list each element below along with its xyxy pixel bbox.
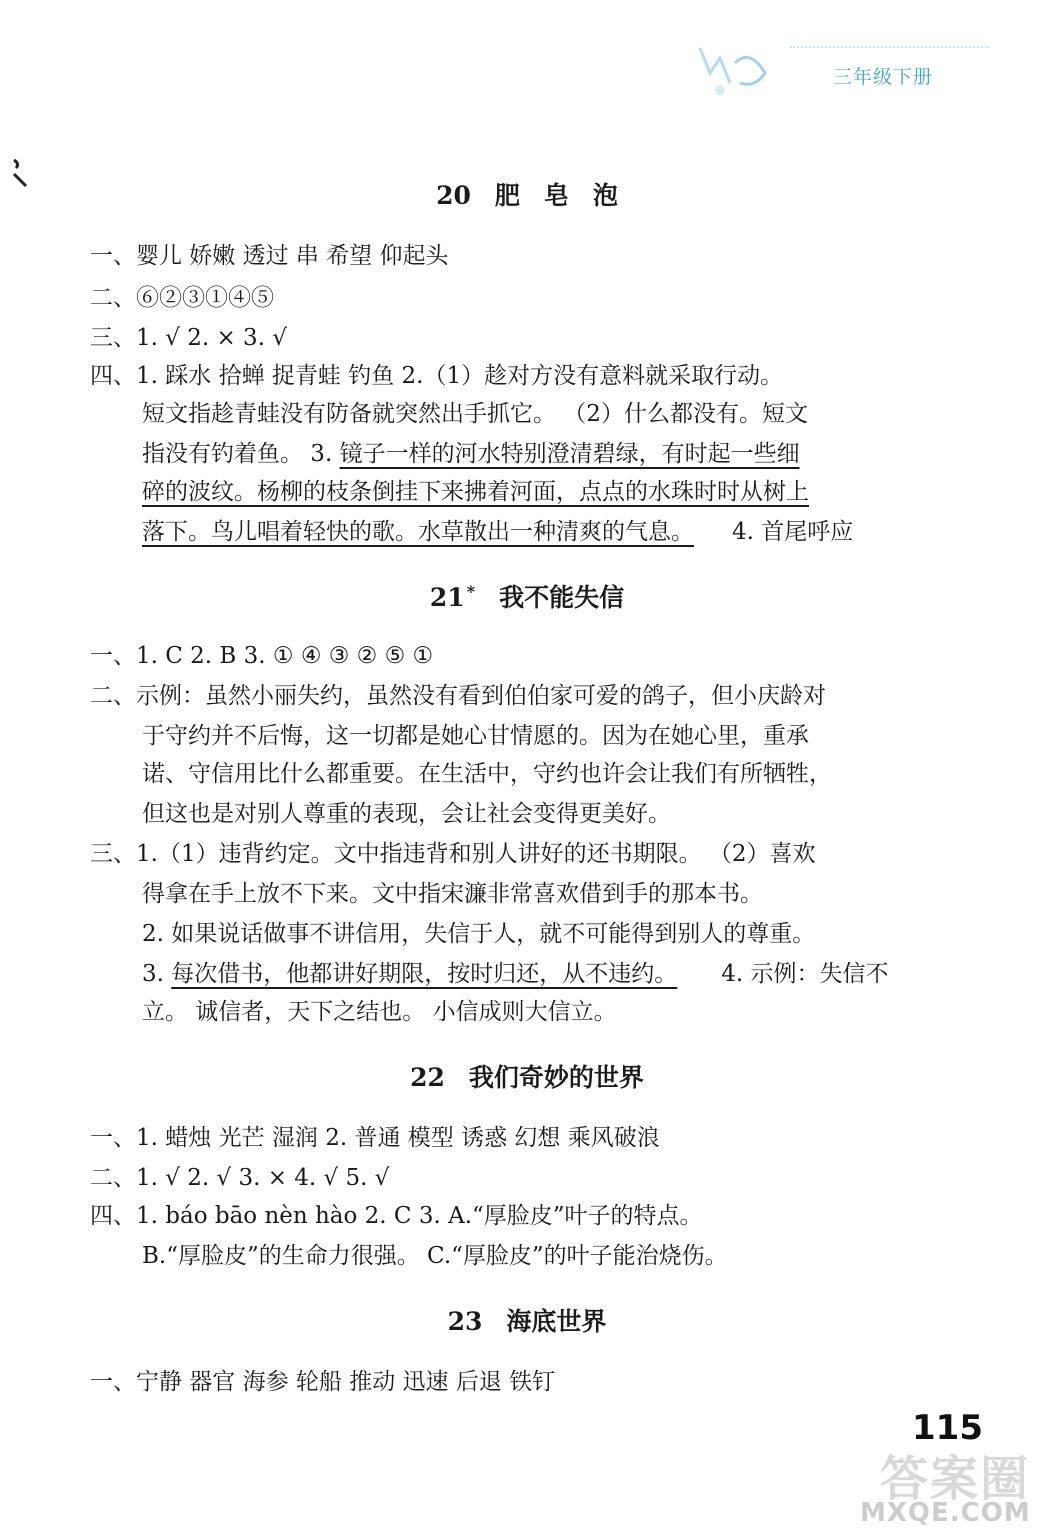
section-title-20 [0,176,1054,212]
section-number: 22 [410,1063,445,1092]
title-char: 皂 [543,181,569,210]
answer-line: 于守约并不后悔，这一切都是她心甘情愿的。因为在她心里，重承 [142,723,809,749]
section-title-23 [0,1302,1054,1338]
title-char: 泡 [592,181,618,210]
underlined-text: 每次借书，他都讲好期限，按时归还，从不违约。 [171,961,678,987]
section-number: 23 [447,1307,483,1336]
answer-line: 三、1.（1）违背约定。文中指违背和别人讲好的还书期限。 （2）喜欢 [90,841,816,867]
title-char: 肥 [494,181,520,210]
answer-line: 一、1. C 2. B 3. ① ④ ③ ② ⑤ ① [90,643,434,669]
answer-line: 二、1. √ 2. √ 3. × 4. √ 5. √ [90,1165,390,1191]
watermark-logo: 答案圈 [880,1451,1031,1507]
answer-line: 一、宁静 器官 海参 轮船 推动 迅速 后退 铁钉 [90,1369,556,1395]
answer-line: 3. 每次借书，他都讲好期限，按时归还，从不违约。 4. 示例：失信不 [142,961,889,987]
section-number: 21 [429,583,465,612]
answer-line: 二、示例：虽然小丽失约，虽然没有看到伯伯家可爱的鸽子，但小庆龄对 [90,683,826,709]
title-text: 我们奇妙的世界 [468,1063,644,1092]
answer-line: 二、⑥②③①④⑤ [90,285,274,311]
grade-label: 三年级下册 [833,66,934,88]
answer-line: B.“厚脸皮”的生命力很强。 C.“厚脸皮”的叶子能治烧伤。 [142,1243,728,1269]
page-number: 115 [912,1408,983,1448]
section-title-22 [0,1058,1054,1094]
answer-line: 落下。鸟儿唱着轻快的歌。水草散出一种清爽的气息。 4. 首尾呼应 [142,519,854,545]
watermark-url: MXQE.COM [860,1498,1031,1528]
underlined-text: 落下。鸟儿唱着轻快的歌。水草散出一种清爽的气息。 [142,519,694,545]
watermark [850,1440,1050,1530]
header-rule [790,46,990,48]
title-text: 海底世界 [506,1307,607,1336]
section-number: 20 [436,181,471,210]
answer-line: 指没有钓着鱼。 3. 镜子一样的河水特别澄清碧绿，有时起一些细 [142,441,800,467]
answer-line: 一、婴儿 娇嫩 透过 串 希望 仰起头 [90,243,449,269]
header-decoration-icon [680,28,780,108]
answer-line: 四、1. báo bāo nèn hào 2. C 3. A.“厚脸皮”叶子的特点。 [90,1203,703,1229]
answer-line: 但这也是对别人尊重的表现，会让社会变得更美好。 [142,801,671,827]
title-star: * [466,581,476,601]
answer-line: 诺、守信用比什么都重要。在生活中，守约也许会让我们有所牺牲， [142,761,832,787]
answer-line: 一、1. 蜡烛 光芒 湿润 2. 普通 模型 诱惑 幻想 乘风破浪 [90,1125,660,1151]
answer-line: 立。 诚信者，天下之结也。 小信成则大信立。 [142,999,617,1025]
title-text: 我不能失信 [499,583,625,612]
answer-line: 短文指趁青蛙没有防备就突然出手抓它。 （2）什么都没有。短文 [142,401,808,427]
answer-line: 2. 如果说话做事不讲信用，失信于人，就不可能得到别人的尊重。 [142,921,816,947]
underlined-line: 碎的波纹。杨柳的枝条倒挂下来拂着河面，点点的水珠时时从树上 [142,479,809,505]
answer-line: 得拿在手上放不下来。文中指宋濂非常喜欢借到手的那本书。 [142,881,763,907]
answer-line: 四、1. 踩水 拾蝉 捉青蛙 钓鱼 2.（1）趁对方没有意料就采取行动。 [90,363,784,389]
underlined-text: 镜子一样的河水特别澄清碧绿，有时起一些细 [339,441,800,467]
answer-line: 三、1. √ 2. × 3. √ [90,325,287,351]
section-title-21 [0,578,1054,614]
